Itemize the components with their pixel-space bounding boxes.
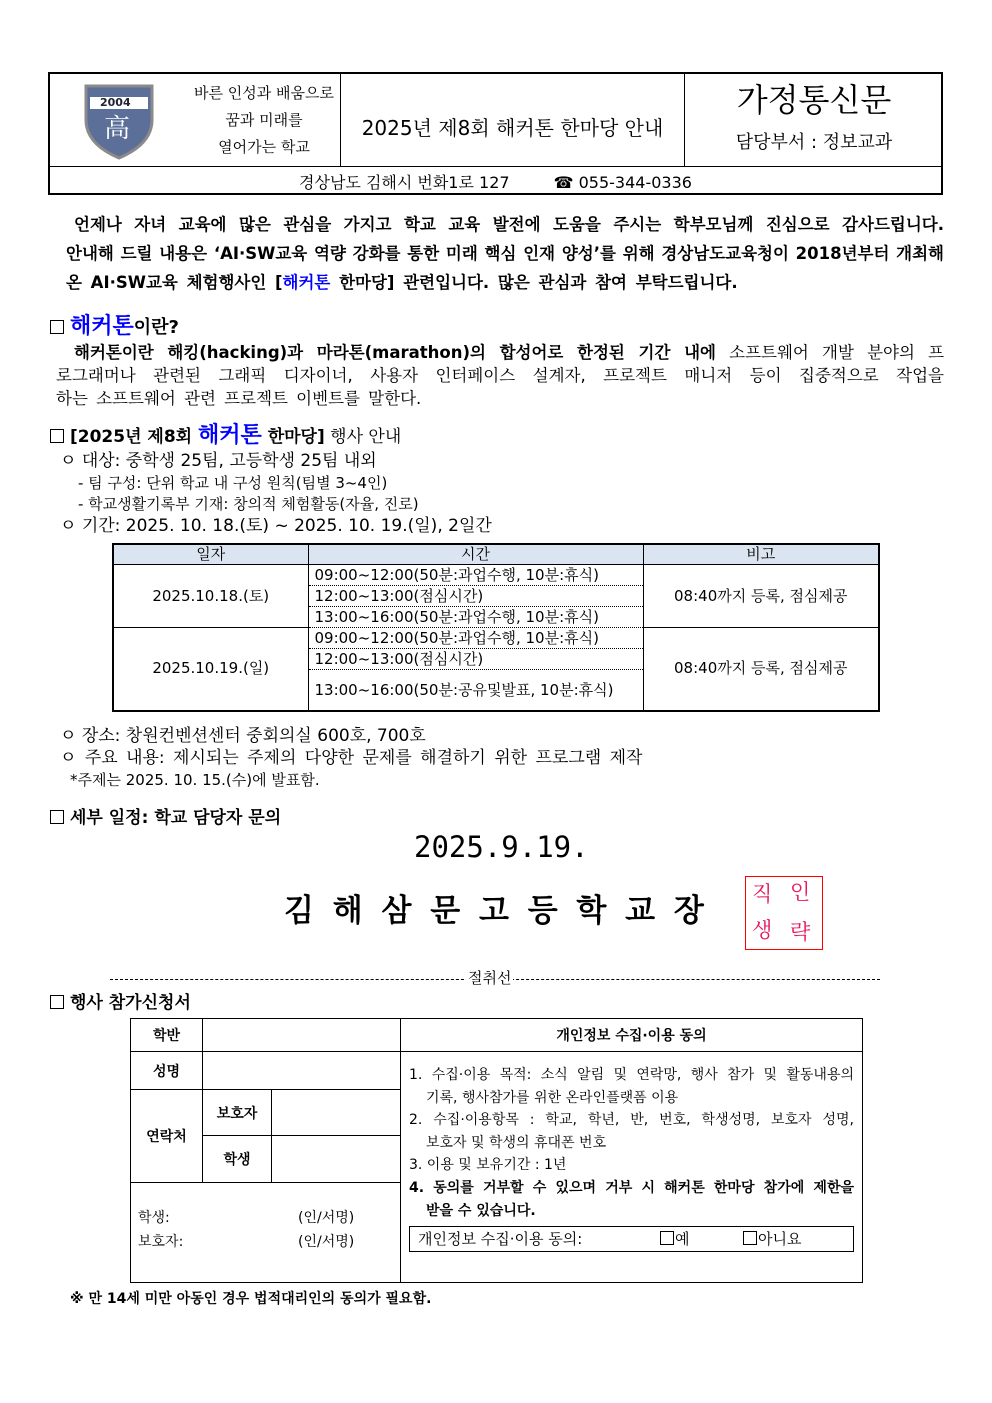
school-logo: 2004 高 [82,80,156,160]
phone-icon: ☎ [553,173,574,192]
student-phone-input[interactable] [272,1136,401,1183]
department: 담당부서 : 정보교과 [735,132,893,153]
letterhead [48,72,943,195]
notice-title: 2025년 제8회 해커톤 한마당 안내 [361,116,664,140]
school-motto: 바른 인성과 배움으로 꿈과 미래를 열어가는 학교 [194,84,334,156]
section-application-form: 행사 참가신청서 [50,991,191,1015]
address-line: 경상남도 김해시 번화1로 127 ☎ 055-344-0336 [299,173,692,192]
footnote: ※ 만 14세 미만 아동인 경우 법적대리인의 동의가 필요함. [70,1291,432,1307]
cut-line: 절취선 [110,968,880,990]
name-input[interactable] [203,1052,401,1090]
section-detail-schedule: 세부 일정: 학교 담당자 문의 [50,806,281,830]
section-event-info: [2025년 제8회 해커톤 한마당] 행사 안내 [50,424,401,448]
guardian-phone-input[interactable] [272,1090,401,1136]
consent-checkbox-row: 개인정보 수집·이용 동의: 예 아니요 [409,1226,854,1252]
consent-yes[interactable]: 예 [660,1227,690,1251]
signature-area[interactable]: 학생: (인/서명) 보호자: (인/서명) [131,1183,401,1283]
consent-no[interactable]: 아니요 [743,1227,801,1251]
official-seal: 직 인 생 략 [745,876,823,950]
section-hackathon-def: 해커톤이란? [50,315,179,339]
principal-signature: 김 해 삼 문 고 등 학 교 장 [284,893,708,929]
schedule-table: 일자 시간 비고 2025.10.18.(토) 09:00~12:00(50분:과업수행, 10분:휴식) 08:40까지 등록, 점심제공 12:00~13:00(점심시간) 13:00~16:00(50분:과업수행, 10분:휴식) 2025.10.19.(일) 09:00~12:00(50분:과업수행, 10분:휴식) 08:40까지 등록, 점심제공 12:00~13:00(점심시간) 13:00~16:00(50분:공유및발표, 10분:휴식) [112,543,880,712]
application-form: 학반 개인정보 수집·이용 동의 성명 1. 수집·이용 목적: 소식 알림 및 연락망, 행사 참가 및 활동내용의 기록, 행사참가를 위한 온라인플랫폼 이용 2. 수집·이용항목 : 학교, 학년, 반, 번호, 학생성명, 보호자 성명, 보호자 및 학생의 휴대폰 번호 3. 이용 및 보유기간 : 1년 4. 동의를 거부할 수 있으며 거부 시 해커톤 한마당 참가에 제한을 받을 수 있습니다. 개인정보 수집·이용 동의: 예 아니요 연락처 보호자 학생 학생: (인/서명) 보호자: (인/서명) [130,1018,863,1283]
doc-type: 가정통신문 [736,81,892,119]
issue-date: 2025.9.19. [414,830,589,864]
class-input[interactable] [203,1019,401,1052]
